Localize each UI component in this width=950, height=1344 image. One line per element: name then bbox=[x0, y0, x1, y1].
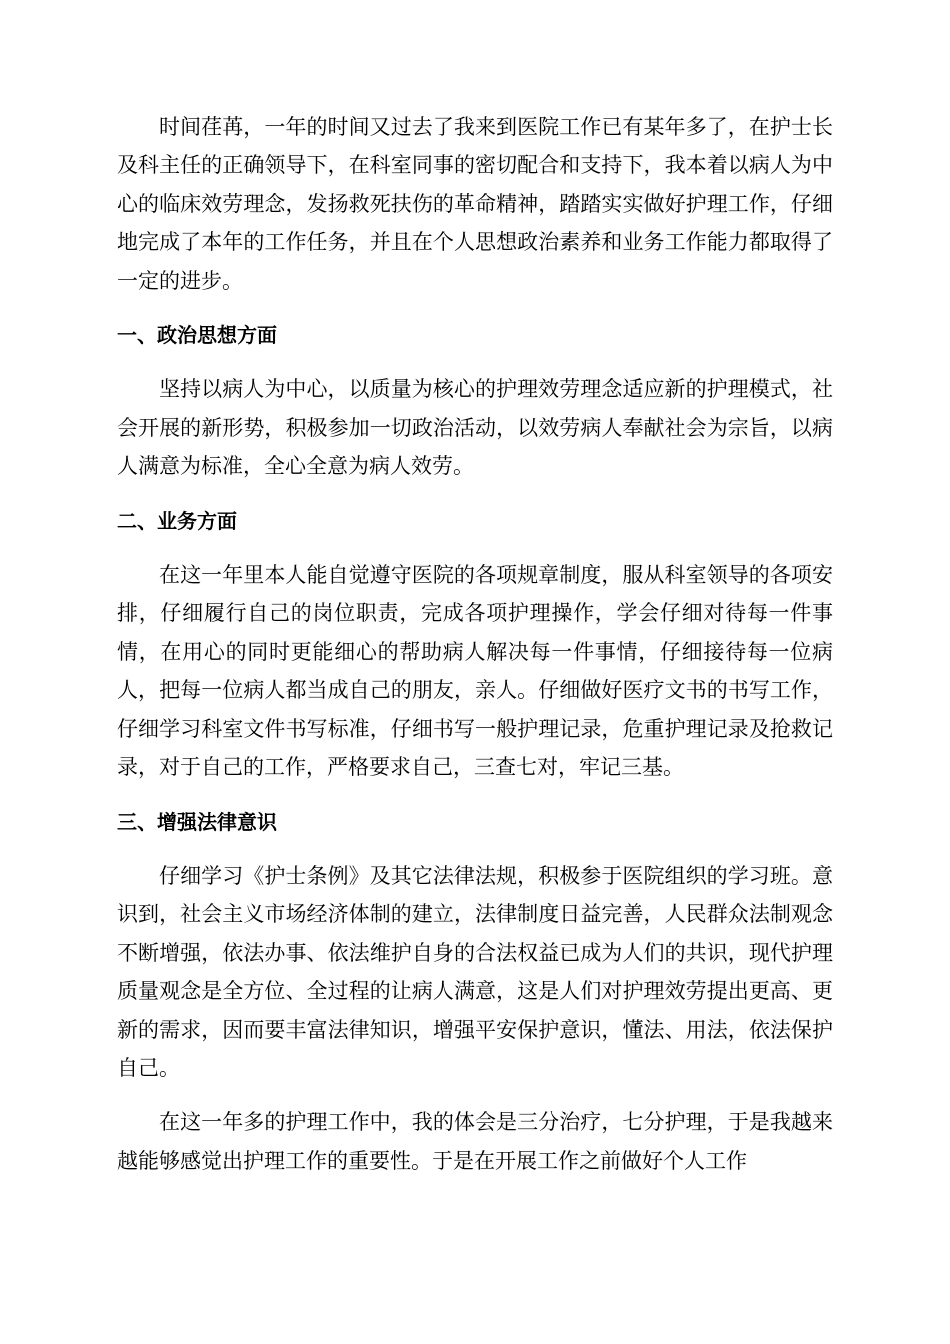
section-paragraph: 在这一年多的护理工作中，我的体会是三分治疗，七分护理，于是我越来越能够感觉出护理工作的重要性。于是在开展工作之前做好个人工作 bbox=[117, 1110, 833, 1173]
section-business bbox=[117, 502, 833, 787]
section-heading: 一、政治思想方面 bbox=[117, 323, 277, 348]
section-legal-awareness bbox=[117, 803, 833, 1181]
section-political-thought bbox=[117, 316, 833, 486]
section-heading: 二、业务方面 bbox=[117, 508, 237, 533]
section-heading: 三、增强法律意识 bbox=[117, 809, 277, 834]
section-paragraph: 在这一年里本人能自觉遵守医院的各项规章制度，服从科室领导的各项安排，仔细履行自己的岗位职责，完成各项护理操作，学会仔细对待每一件事情，在用心的同时更能细心的帮助病人解决每一件事情，仔细接待每一位病人，把每一位病人都当成自己的朋友，亲人。仔细做好医疗文书的书写工作，仔细学习科室文件书写标准，仔细书写一般护理记录，危重护理记录及抢救记录，对于自己的工作，严格要求自己，三查七对，牢记三基。 bbox=[117, 563, 833, 780]
document-body bbox=[117, 108, 833, 1196]
section-paragraph: 坚持以病人为中心，以质量为核心的护理效劳理念适应新的护理模式，社会开展的新形势，积极参加一切政治活动，以效劳病人奉献社会为宗旨，以病人满意为标准，全心全意为病人效劳。 bbox=[117, 377, 833, 479]
section-paragraph: 仔细学习《护士条例》及其它法律法规，积极参于医院组织的学习班。意识到，社会主义市场经济体制的建立，法律制度日益完善，人民群众法制观念不断增强，依法办事、依法维护自身的合法权益已成为人们的共识，现代护理质量观念是全方位、全过程的让病人满意，这是人们对护理效劳提出更高、更新的需求，因而要丰富法律知识，增强平安保护意识，懂法、用法，依法保护自己。 bbox=[117, 863, 833, 1080]
intro-paragraph: 时间荏苒，一年的时间又过去了我来到医院工作已有某年多了，在护士长及科主任的正确领导下，在科室同事的密切配合和支持下，我本着以病人为中心的临床效劳理念，发扬救死扶伤的革命精神，踏踏实实做好护理工作，仔细地完成了本年的工作任务，并且在个人思想政治素养和业务工作能力都取得了一定的进步。 bbox=[117, 115, 833, 293]
